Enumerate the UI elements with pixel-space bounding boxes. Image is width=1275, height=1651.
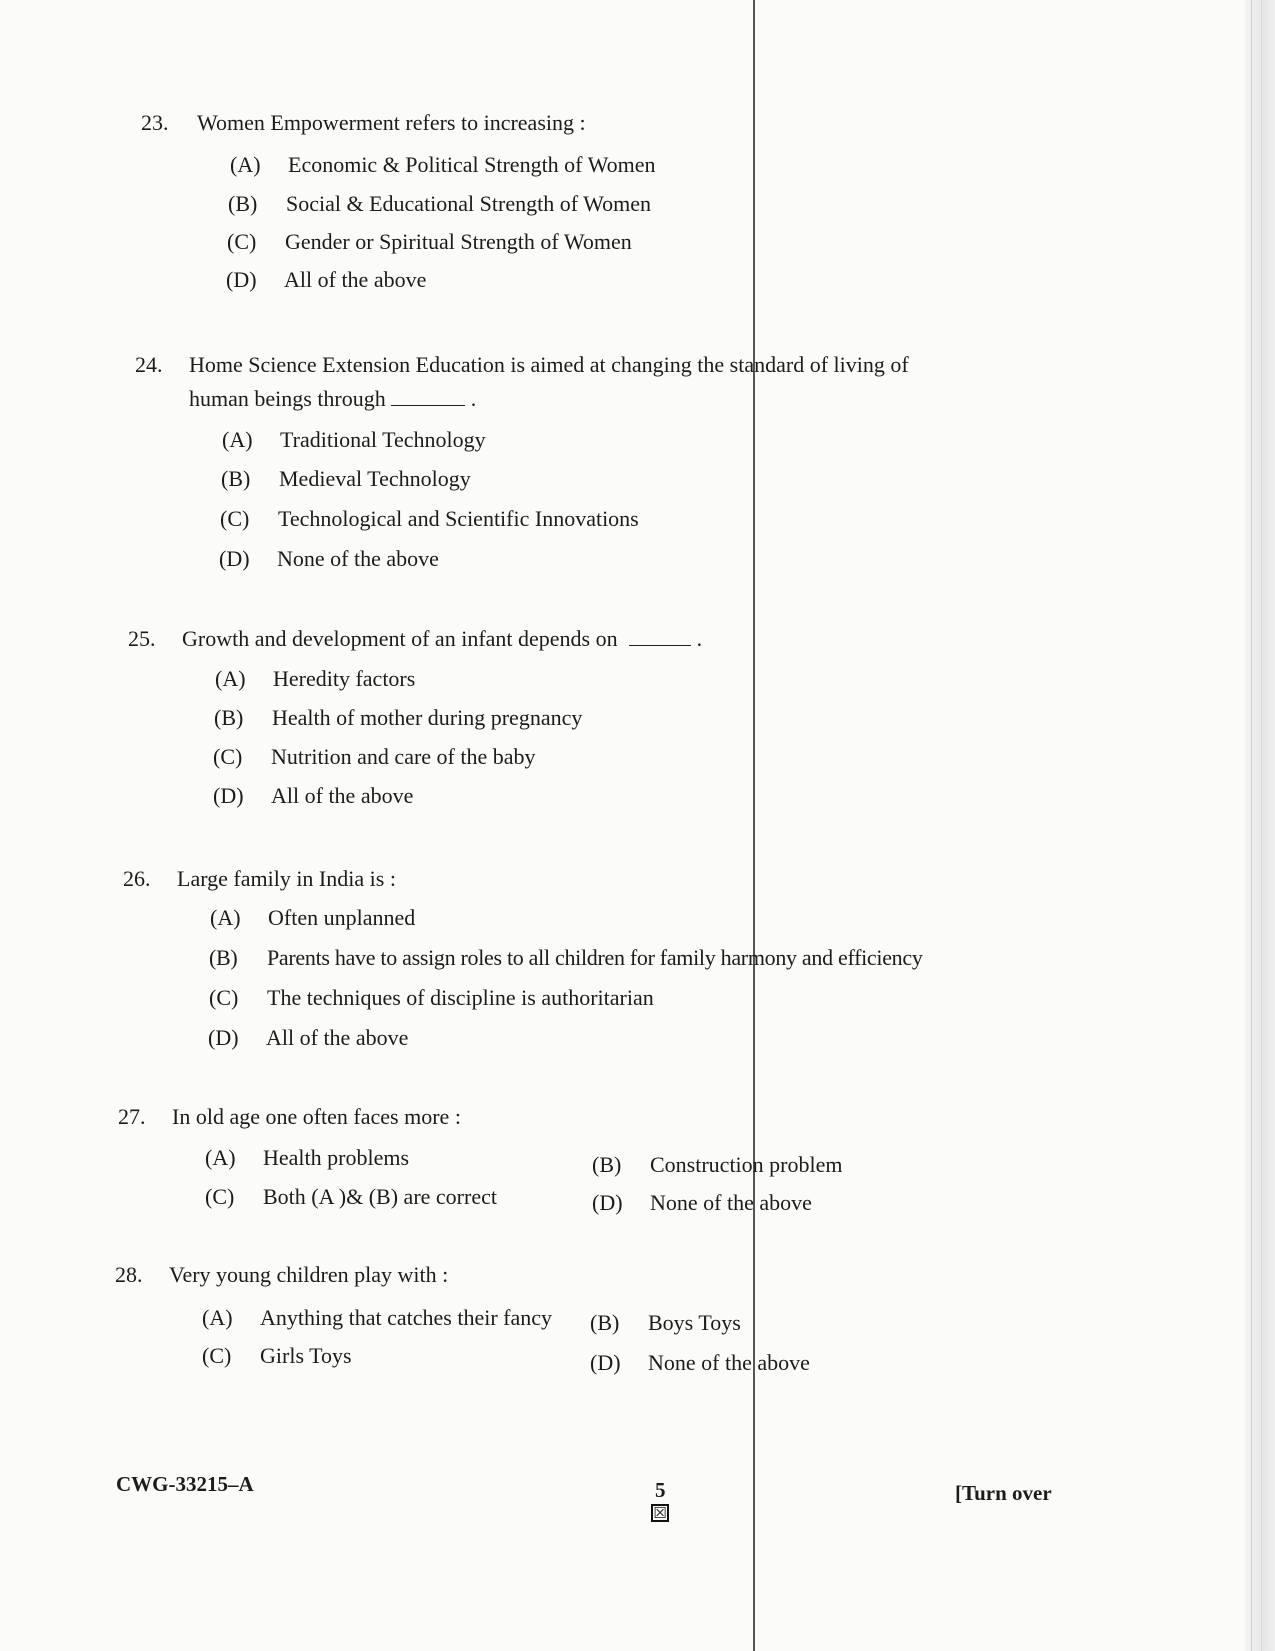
question-stem: Very young children play with : xyxy=(169,1262,449,1287)
answer-blank xyxy=(629,627,691,646)
question-stem-line-1: Home Science Extension Education is aimed at changing the standard of living of xyxy=(189,352,909,377)
question-24-line-2: human beings through . xyxy=(189,386,477,411)
option-25-c: (C) Nutrition and care of the baby xyxy=(213,744,536,769)
question-number: 25. xyxy=(128,626,156,651)
question-number: 26. xyxy=(123,866,151,891)
option-27-b: (B) Construction problem xyxy=(592,1152,843,1177)
option-24-a: (A) Traditional Technology xyxy=(222,427,486,452)
option-27-c: (C) Both (A )& (B) are correct xyxy=(205,1184,497,1209)
paper-code: CWG-33215–A xyxy=(116,1472,254,1496)
option-23-a: (A) Economic & Political Strength of Women xyxy=(230,152,656,177)
option-25-d: (D) All of the above xyxy=(213,783,414,808)
question-stem: In old age one often faces more : xyxy=(172,1104,461,1129)
page-edge-shadow xyxy=(1245,0,1275,1651)
option-23-c: (C) Gender or Spiritual Strength of Women xyxy=(227,229,632,254)
option-26-d: (D) All of the above xyxy=(208,1025,409,1050)
option-24-d: (D) None of the above xyxy=(219,546,439,571)
page-number: 5 xyxy=(655,1478,666,1502)
option-23-d: (D) All of the above xyxy=(226,267,427,292)
question-number: 28. xyxy=(115,1262,143,1287)
page-fold-line xyxy=(753,0,755,1651)
option-27-a: (A) Health problems xyxy=(205,1145,410,1170)
option-28-d: (D) None of the above xyxy=(590,1350,810,1375)
question-stem-line-2: human beings through xyxy=(189,386,386,411)
option-24-c: (C) Technological and Scientific Innovations xyxy=(220,506,639,531)
option-28-c: (C) Girls Toys xyxy=(202,1343,352,1368)
option-24-b: (B) Medieval Technology xyxy=(221,466,471,491)
option-26-b: (B) Parents have to assign roles to all children for family harmony and efficiency xyxy=(209,945,923,970)
page-mark-icon: ☒ xyxy=(651,1504,669,1522)
option-26-c: (C) The techniques of discipline is authoritarian xyxy=(209,985,654,1010)
question-stem: Large family in India is : xyxy=(177,866,396,891)
option-25-a: (A) Heredity factors xyxy=(215,666,416,691)
option-28-b: (B) Boys Toys xyxy=(590,1310,741,1335)
turn-over-note: [Turn over xyxy=(955,1481,1052,1505)
answer-blank xyxy=(391,387,465,406)
option-27-d: (D) None of the above xyxy=(592,1190,812,1215)
option-26-a: (A) Often unplanned xyxy=(210,905,416,930)
question-stem: Growth and development of an infant depends on . xyxy=(182,626,703,651)
question-number: 24. xyxy=(135,352,163,377)
question-number: 23. xyxy=(141,110,169,135)
question-stem: Women Empowerment refers to increasing : xyxy=(197,110,586,135)
option-28-a: (A) Anything that catches their fancy xyxy=(202,1305,553,1330)
option-23-b: (B) Social & Educational Strength of Women xyxy=(228,191,652,216)
option-25-b: (B) Health of mother during pregnancy xyxy=(214,705,583,730)
question-number: 27. xyxy=(118,1104,146,1129)
